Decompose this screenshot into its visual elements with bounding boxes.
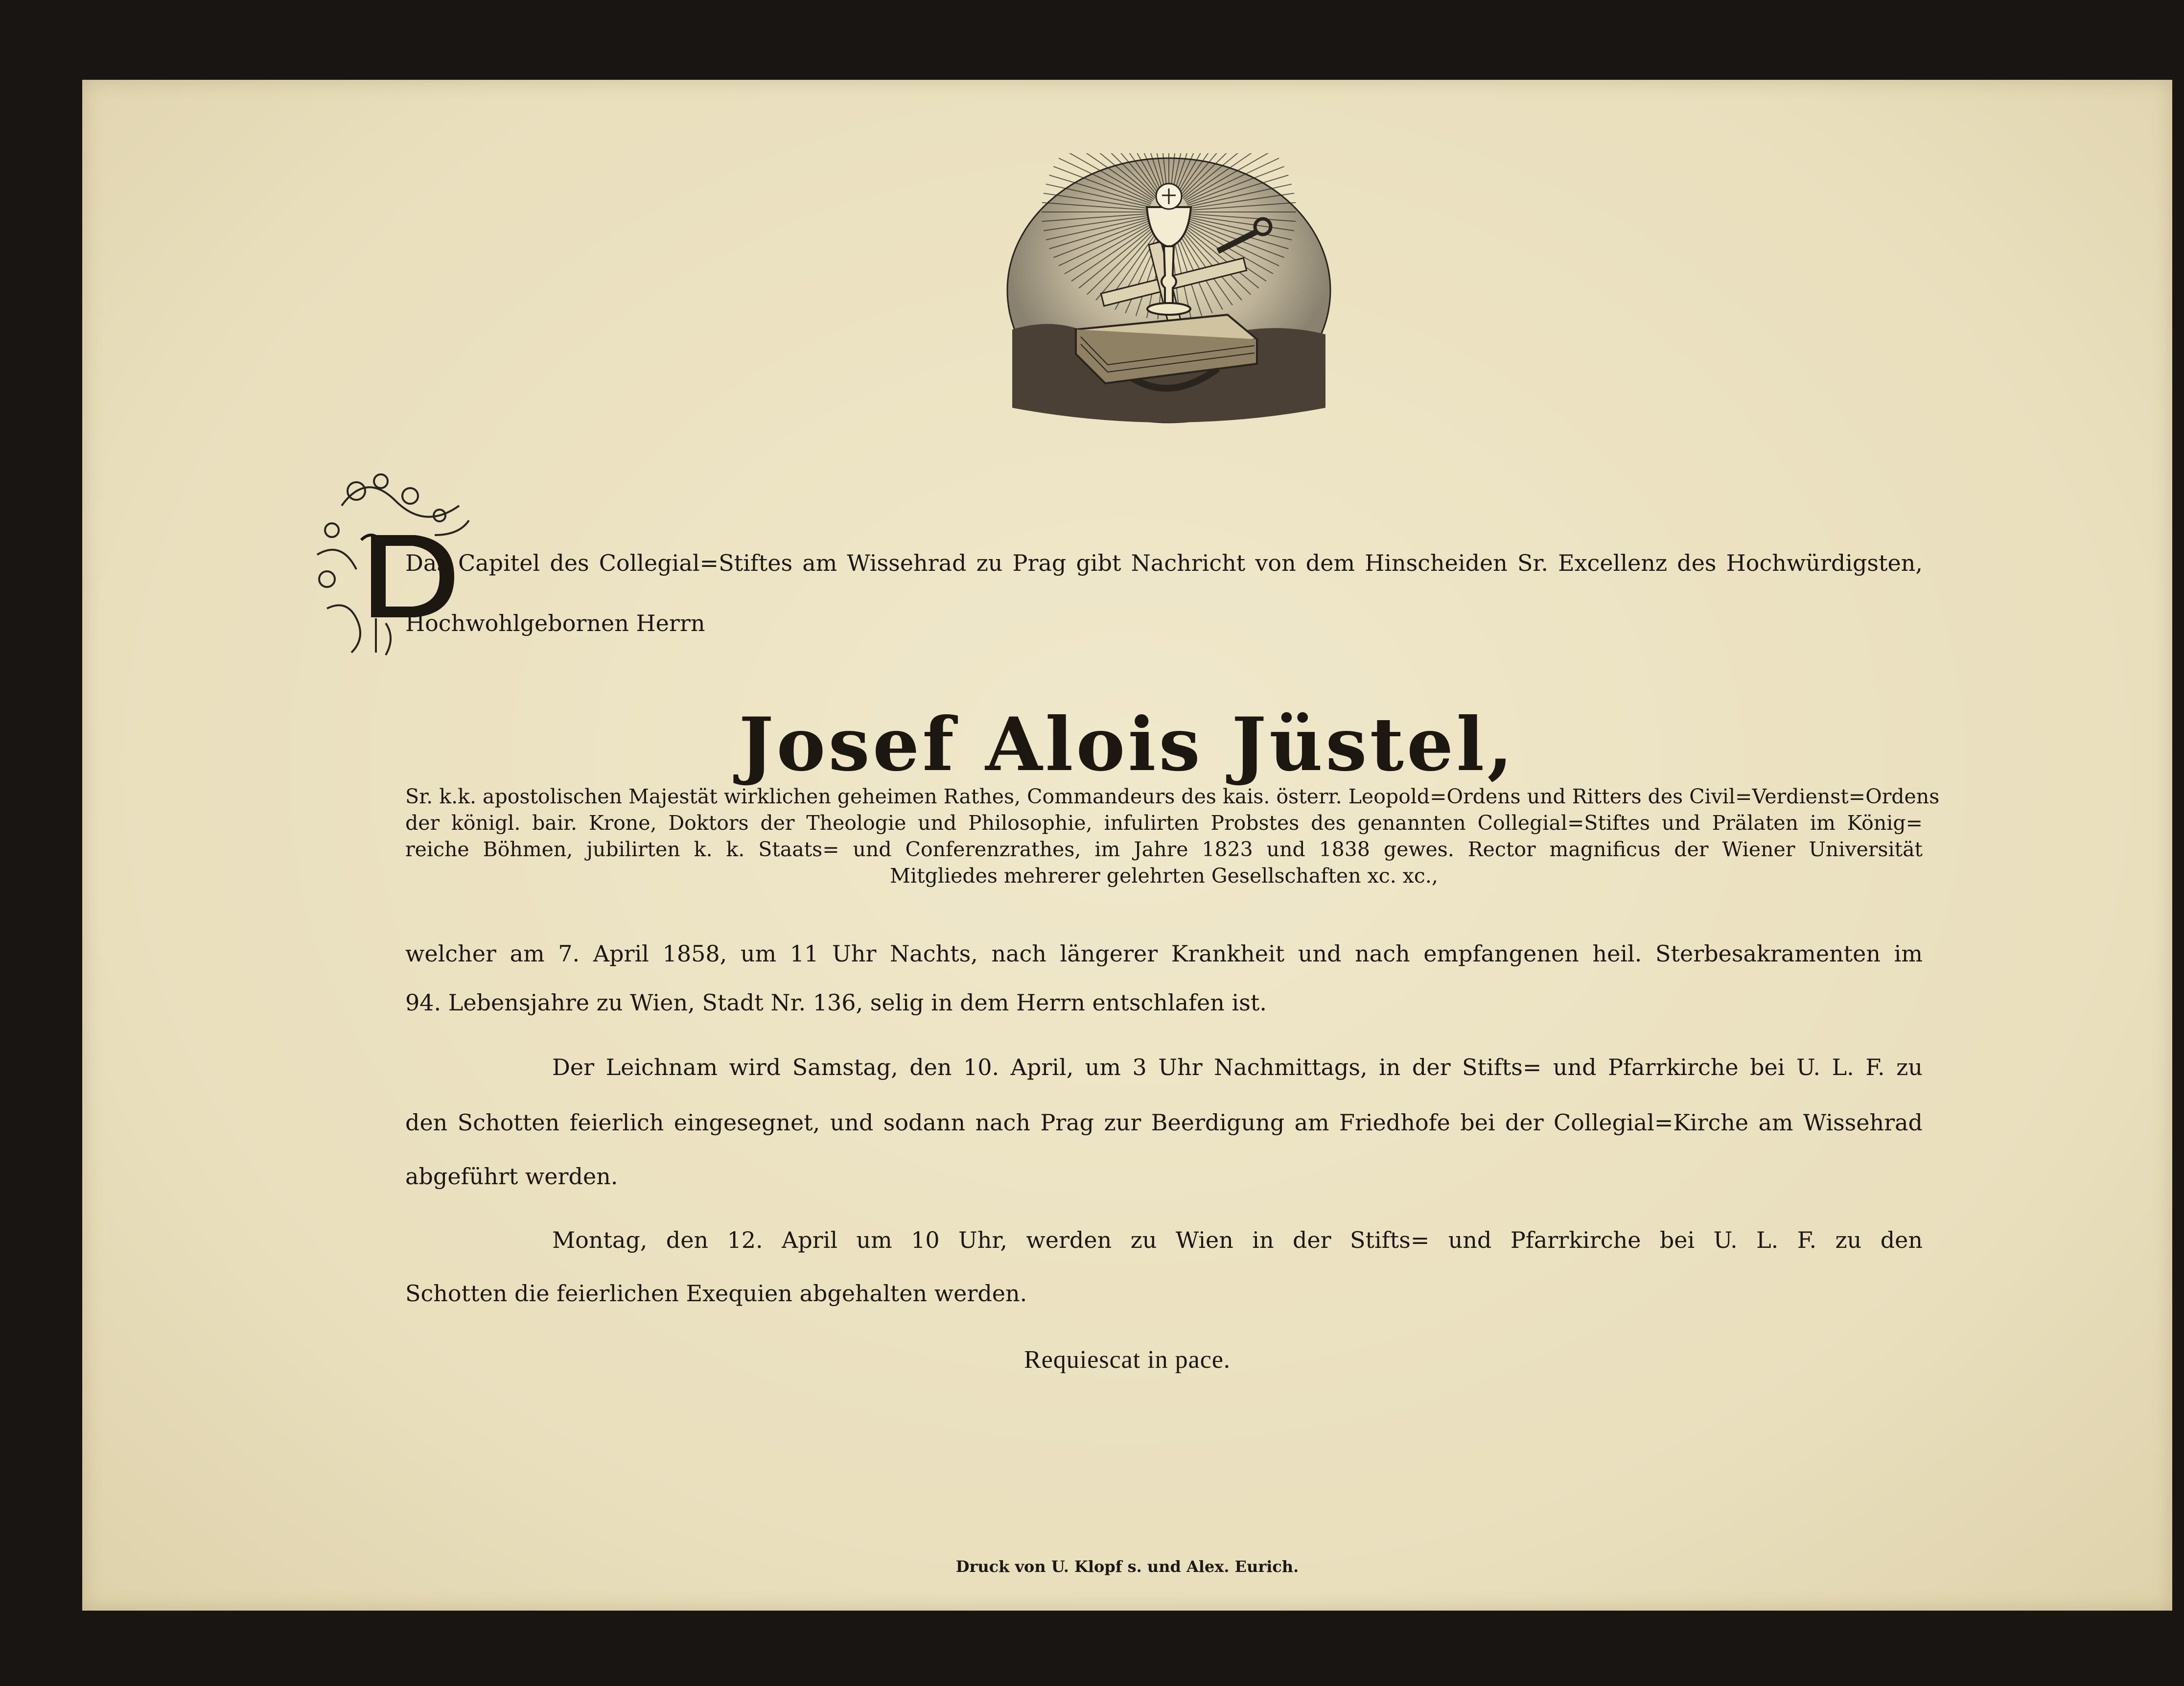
title-line-3: reiche Böhmen, jubilirten k. k. Staats= und Conferenzrathes, im Jahre 1823 und 1838 gewes. Rector magnificus der Wiener Universität (405, 838, 1923, 861)
title-line-1: Sr. k.k. apostolischen Majestät wirklichen geheimen Rathes, Commandeurs des kais. österr. Leopold=Ordens und Ritters des Civil=Verdienst=Ordens (405, 785, 1940, 808)
deceased-name: Josef Alois Jüstel, (739, 702, 1516, 788)
paragraph2-line-3: abgeführt werden. (405, 1163, 618, 1190)
paragraph2-line-2: den Schotten feierlich eingesegnet, und sodann nach Prag zur Beerdigung am Friedhofe bei der Collegial=Kirche am Wissehrad (405, 1109, 1923, 1136)
title-line-4: Mitgliedes mehrerer gelehrten Gesellschaften xc. xc., (890, 864, 1438, 888)
closing-requiescat: Requiescat in pace. (1024, 1346, 1231, 1374)
paragraph3-line-2: Schotten die feierlichen Exequien abgehalten werden. (405, 1280, 1027, 1307)
intro-line-1: Das Capitel des Collegial=Stiftes am Wissehrad zu Prag gibt Nachricht von dem Hinscheiden Sr. Excellenz des Hochwürdigsten, (405, 550, 1923, 576)
paragraph1-line-1: welcher am 7. April 1858, um 11 Uhr Nachts, nach längerer Krankheit und nach empfangenen heil. Sterbesakramenten im (405, 940, 1923, 967)
title-line-2: der königl. bair. Krone, Doktors der Theologie und Philosophie, infulirten Probstes des genannten Collegial=Stiftes und Prälaten im König= (405, 811, 1923, 835)
chalice-emblem (1002, 153, 1335, 427)
paragraph3-line-1: Montag, den 12. April um 10 Uhr, werden zu Wien in der Stifts= und Pfarrkirche bei U. L. F. zu den (552, 1227, 1923, 1253)
intro-line-2: Hochwohlgebornen Herrn (405, 610, 705, 636)
death-notice-sheet (82, 80, 2172, 1611)
printer-imprint: Druck von U. Klopf s. und Alex. Eurich. (955, 1557, 1299, 1576)
paragraph1-line-2: 94. Lebensjahre zu Wien, Stadt Nr. 136, selig in dem Herrn entschlafen ist. (405, 989, 1267, 1016)
paragraph2-line-1: Der Leichnam wird Samstag, den 10. April, um 3 Uhr Nachmittags, in der Stifts= und Pfarrkirche bei U. L. F. zu (552, 1054, 1923, 1080)
